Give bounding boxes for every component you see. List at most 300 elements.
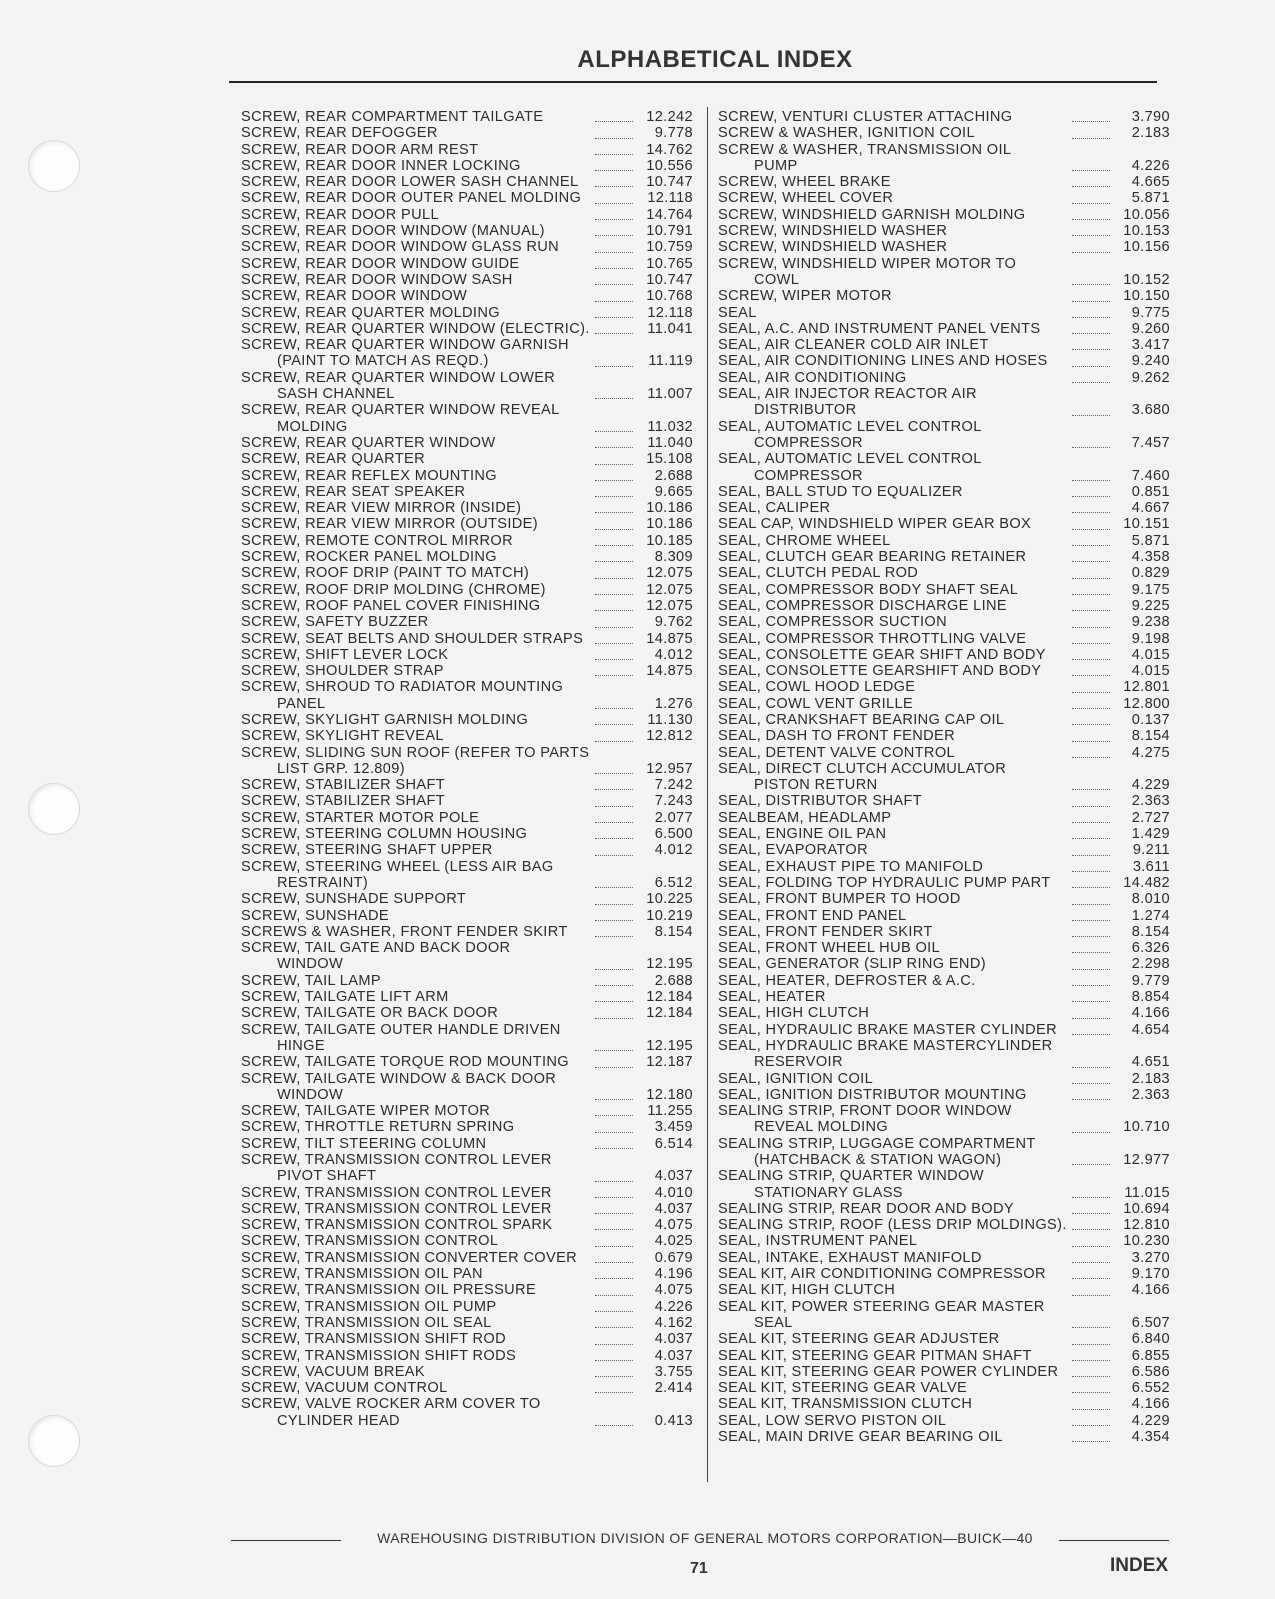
entry-label-line: SCREW, REAR QUARTER WINDOW [241, 434, 496, 451]
entry-label [718, 1168, 1068, 1201]
entry-label-line: SEAL, HEATER, DEFROSTER & A.C. [718, 972, 976, 989]
entry-label [718, 142, 1068, 175]
entry-label [718, 565, 1068, 581]
entry-page-ref: 12.180 [646, 1086, 693, 1103]
entry-label-line: SEAL, AIR INJECTOR REACTOR AIR [718, 386, 977, 403]
index-entry [718, 1103, 1170, 1136]
entry-label-line: SEALING STRIP, QUARTER WINDOW [718, 1168, 984, 1185]
entry-label-line: SCREW, TAILGATE OR BACK DOOR [241, 1005, 499, 1022]
entry-label-line: SCREW, TAILGATE TORQUE ROD MOUNTING [241, 1054, 569, 1071]
dot-leader [1072, 365, 1110, 367]
entry-page-ref: 8.154 [1131, 728, 1170, 745]
entry-page-ref: 3.680 [1131, 402, 1170, 419]
dot-leader [1072, 1017, 1110, 1019]
entry-label [718, 1348, 1068, 1364]
entry-label-line: SCREW, REAR DOOR WINDOW GUIDE [241, 255, 520, 272]
entry-page-ref: 4.166 [1131, 1005, 1170, 1022]
entry-label-line: SCREW, REAR QUARTER WINDOW GARNISH [241, 337, 569, 354]
dot-leader [595, 1277, 633, 1279]
entry-label [241, 679, 591, 712]
entry-label-line: SCREW, REAR QUARTER WINDOW (ELECTRIC). [241, 320, 590, 337]
entry-label-line: SCREW & WASHER, IGNITION COIL [718, 125, 975, 142]
entry-page-ref: 11.007 [647, 386, 693, 403]
entry-label [718, 973, 1068, 989]
entry-label-line: SCREW, REAR DOOR WINDOW [241, 288, 468, 305]
entry-label [718, 598, 1068, 614]
dot-leader [1072, 1163, 1110, 1165]
entry-page-ref: 6.326 [1131, 940, 1170, 957]
entry-label-line: SCREW, REAR DOOR PULL [241, 206, 439, 223]
dot-leader [1072, 821, 1110, 823]
dot-leader [595, 560, 633, 562]
entry-page-ref: 4.229 [1131, 777, 1170, 794]
dot-leader [595, 479, 633, 481]
entry-page-ref: 12.187 [646, 1054, 693, 1071]
entry-label [241, 239, 591, 255]
entry-label-line: PIVOT SHAFT [277, 1168, 377, 1185]
entry-label-line: SEAL KIT, STEERING GEAR POWER CYLINDER [718, 1363, 1059, 1380]
dot-leader [1072, 185, 1110, 187]
entry-label-line: SEAL KIT, HIGH CLUTCH [718, 1282, 896, 1299]
entry-label-line: SEAL, A.C. AND INSTRUMENT PANEL VENTS [718, 320, 1041, 337]
entry-label [718, 516, 1068, 532]
entry-page-ref: 4.037 [654, 1331, 693, 1348]
index-entry [241, 272, 693, 288]
entry-label-line: SCREW, TAIL GATE AND BACK DOOR [241, 940, 511, 957]
entry-label-line: SEAL, IGNITION DISTRIBUTOR MOUNTING [718, 1086, 1027, 1103]
entry-page-ref: 12.118 [647, 190, 693, 207]
entry-label-line: SEALING STRIP, LUGGAGE COMPARTMENT [718, 1135, 1036, 1152]
entry-label-line: DISTRIBUTOR [754, 402, 857, 419]
dot-leader [595, 1049, 633, 1051]
index-entry [241, 337, 693, 370]
index-entry [241, 533, 693, 549]
entry-label-line: SCREW, STEERING SHAFT UPPER [241, 842, 493, 859]
entry-label [241, 1071, 591, 1104]
entry-label-line: SEAL KIT, AIR CONDITIONING COMPRESSOR [718, 1266, 1046, 1283]
entry-label-line: SEAL, DIRECT CLUTCH ACCUMULATOR [718, 760, 1007, 777]
dot-leader [1072, 658, 1110, 660]
entry-label [241, 1233, 591, 1249]
index-entry [241, 842, 693, 858]
dot-leader [1072, 1000, 1110, 1002]
dot-leader [1072, 1424, 1110, 1426]
index-entry [718, 1266, 1170, 1282]
index-entry [718, 484, 1170, 500]
dot-leader [595, 267, 633, 269]
index-entry [241, 891, 693, 907]
entry-label [718, 631, 1068, 647]
dot-leader [595, 1294, 633, 1296]
entry-label [241, 614, 591, 630]
entry-label-line: RESTRAINT) [277, 874, 369, 891]
index-entry [241, 679, 693, 712]
dot-leader [1072, 951, 1110, 953]
entry-label-line: SEAL, EVAPORATOR [718, 842, 868, 859]
entry-label [241, 370, 591, 403]
entry-page-ref: 2.688 [654, 972, 693, 989]
entry-page-ref: 4.162 [654, 1314, 693, 1331]
dot-leader [595, 1000, 633, 1002]
entry-label [241, 337, 591, 370]
index-entry [241, 1071, 693, 1104]
dot-leader [595, 1017, 633, 1019]
entry-label [718, 109, 1068, 125]
dot-leader [1072, 169, 1110, 171]
dot-leader [595, 528, 633, 530]
dot-leader [595, 935, 633, 937]
dot-leader [595, 1212, 633, 1214]
entry-label [241, 1217, 591, 1233]
dot-leader [1072, 1033, 1110, 1035]
entry-label [241, 451, 591, 467]
entry-label [241, 1315, 591, 1331]
entry-label-line: SEAL, FOLDING TOP HYDRAULIC PUMP PART [718, 874, 1051, 891]
entry-label-line: MOLDING [277, 418, 348, 435]
dot-leader [1072, 740, 1110, 742]
entry-page-ref: 4.025 [654, 1233, 693, 1250]
index-entry [718, 1071, 1170, 1087]
dot-leader [595, 446, 633, 448]
entry-page-ref: 4.037 [654, 1200, 693, 1217]
index-entry [241, 1380, 693, 1396]
entry-page-ref: 9.260 [1131, 320, 1170, 337]
entry-label [241, 940, 591, 973]
entry-label [241, 647, 591, 663]
index-entry [241, 1005, 693, 1021]
entry-label-line: SEAL, BALL STUD TO EQUALIZER [718, 483, 963, 500]
entry-page-ref: 1.274 [1131, 907, 1170, 924]
entry-page-ref: 4.667 [1131, 500, 1170, 517]
entry-label [718, 761, 1068, 794]
index-entry [241, 712, 693, 728]
dot-leader [595, 1326, 633, 1328]
entry-label [718, 1282, 1068, 1298]
entry-page-ref: 3.790 [1131, 109, 1170, 125]
dot-leader [1072, 511, 1110, 513]
index-entry [241, 321, 693, 337]
dot-leader [595, 903, 633, 905]
index-entry [718, 826, 1170, 842]
index-entry [718, 810, 1170, 826]
entry-label-line: SCREW, SHOULDER STRAP [241, 663, 444, 680]
entry-label-line: WINDOW [277, 1086, 344, 1103]
entry-label [718, 940, 1068, 956]
entry-label-line: SEALBEAM, HEADLAMP [718, 809, 892, 826]
entry-label [241, 109, 591, 125]
entry-label-line: COWL [754, 271, 800, 288]
entry-label [241, 125, 591, 141]
dot-leader [1072, 691, 1110, 693]
entry-page-ref: 4.037 [654, 1168, 693, 1185]
index-entry [718, 647, 1170, 663]
index-entry [718, 370, 1170, 386]
index-entry [241, 109, 693, 125]
dot-leader [595, 1375, 633, 1377]
dot-leader [595, 1424, 633, 1426]
entry-label-line: SCREW, VACUUM BREAK [241, 1363, 425, 1380]
entry-page-ref: 4.196 [654, 1266, 693, 1283]
index-entry [241, 1201, 693, 1217]
entry-label-line: SEALING STRIP, REAR DOOR AND BODY [718, 1200, 1014, 1217]
entry-label-line: SCREW, REAR QUARTER [241, 451, 425, 468]
entry-page-ref: 9.240 [1131, 353, 1170, 370]
index-entry [241, 1315, 693, 1331]
entry-label [718, 223, 1068, 239]
dot-leader [1072, 626, 1110, 628]
entry-page-ref: 4.654 [1131, 1021, 1170, 1038]
entry-label [718, 1299, 1068, 1332]
entry-label-line: SEAL, AUTOMATIC LEVEL CONTROL [718, 418, 982, 435]
entry-page-ref: 15.108 [646, 451, 693, 468]
entry-page-ref: 4.229 [1131, 1412, 1170, 1429]
entry-label-line: SEAL KIT, TRANSMISSION CLUTCH [718, 1396, 973, 1413]
entry-label-line: SCREW, STARTER MOTOR POLE [241, 809, 480, 826]
entry-label [241, 1348, 591, 1364]
index-entry [718, 614, 1170, 630]
entry-label-line: SEAL, COMPRESSOR THROTTLING VALVE [718, 630, 1027, 647]
entry-label-line: SCREW, REAR VIEW MIRROR (INSIDE) [241, 500, 522, 517]
entry-label-line: SCREW, WHEEL BRAKE [718, 174, 891, 191]
index-entry [718, 1282, 1170, 1298]
dot-leader [595, 1147, 633, 1149]
dot-leader [595, 251, 633, 253]
dot-leader [595, 283, 633, 285]
dot-leader [1072, 837, 1110, 839]
entry-label [241, 1119, 591, 1135]
index-entry [718, 908, 1170, 924]
entry-page-ref: 12.242 [646, 109, 693, 125]
entry-label [241, 435, 591, 451]
entry-label-line: SCREW, SHIFT LEVER LOCK [241, 646, 449, 663]
entry-label-line: SEAL, FRONT WHEEL HUB OIL [718, 940, 941, 957]
index-entry [718, 1217, 1170, 1233]
index-entry [718, 973, 1170, 989]
index-entry [241, 1396, 693, 1429]
entry-label [718, 614, 1068, 630]
entry-page-ref: 10.186 [646, 516, 693, 533]
entry-label-line: SEAL, CHROME WHEEL [718, 532, 891, 549]
entry-label [718, 793, 1068, 809]
entry-label-line: SCREW, TRANSMISSION CONTROL LEVER [241, 1184, 552, 1201]
dot-leader [1072, 1375, 1110, 1377]
entry-page-ref: 6.552 [1131, 1380, 1170, 1397]
entry-label [241, 158, 591, 174]
entry-label-line: SCREW, TRANSMISSION SHIFT ROD [241, 1331, 507, 1348]
dot-leader [595, 1343, 633, 1345]
index-entry [241, 549, 693, 565]
entry-label [718, 1217, 1068, 1233]
entry-label-line: SCREW, TRANSMISSION CONTROL SPARK [241, 1217, 553, 1234]
entry-label [718, 1380, 1068, 1396]
entry-label-line: SEAL, DETENT VALVE CONTROL [718, 744, 955, 761]
dot-leader [595, 365, 633, 367]
entry-page-ref: 4.012 [654, 646, 693, 663]
dot-leader [595, 821, 633, 823]
entry-label-line: SEAL KIT, STEERING GEAR VALVE [718, 1380, 968, 1397]
index-entry [718, 337, 1170, 353]
entry-label-line: SEAL, HYDRAULIC BRAKE MASTERCYLINDER [718, 1037, 1053, 1054]
entry-label [718, 859, 1068, 875]
entry-page-ref: 4.226 [1131, 157, 1170, 174]
index-entry [241, 810, 693, 826]
entry-page-ref: 12.184 [646, 989, 693, 1006]
dot-leader [595, 120, 633, 122]
entry-label [241, 859, 591, 892]
entry-label-line: SCREW, REAR DOOR INNER LOCKING [241, 157, 521, 174]
dot-leader [595, 316, 633, 318]
index-entry [718, 696, 1170, 712]
index-entry [241, 402, 693, 435]
entry-label [241, 631, 591, 647]
entry-label-line: SCREW, WINDSHIELD WIPER MOTOR TO [718, 255, 1017, 272]
entry-page-ref: 4.358 [1131, 549, 1170, 566]
entry-label [718, 125, 1068, 141]
entry-label-line: SCREW, TAILGATE OUTER HANDLE DRIVEN [241, 1021, 561, 1038]
index-entry [718, 125, 1170, 141]
entry-label-line: SEAL, COWL HOOD LEDGE [718, 679, 916, 696]
entry-label-line: SCREW, TAIL LAMP [241, 972, 381, 989]
dot-leader [1072, 300, 1110, 302]
entry-page-ref: 9.779 [1131, 972, 1170, 989]
entry-page-ref: 10.710 [1123, 1119, 1170, 1136]
entry-label-line: SEAL, INTAKE, EXHAUST MANIFOLD [718, 1249, 982, 1266]
index-entry [241, 484, 693, 500]
entry-page-ref: 12.118 [647, 304, 693, 321]
entry-page-ref: 10.747 [646, 271, 693, 288]
entry-label-line: SCREW, SLIDING SUN ROOF (REFER TO PARTS [241, 744, 590, 761]
entry-label [241, 891, 591, 907]
entry-page-ref: 6.586 [1131, 1363, 1170, 1380]
entry-page-ref: 9.175 [1131, 581, 1170, 598]
dot-leader [595, 577, 633, 579]
index-entry [718, 891, 1170, 907]
entry-label [241, 810, 591, 826]
entry-page-ref: 2.727 [1131, 809, 1170, 826]
entry-page-ref: 10.759 [646, 239, 693, 256]
entry-label-line: SEAL, IGNITION COIL [718, 1070, 874, 1087]
entry-label-line: STATIONARY GLASS [754, 1184, 903, 1201]
dot-leader [595, 658, 633, 660]
entry-page-ref: 9.762 [654, 614, 693, 631]
entry-label-line: LIST GRP. 12.809) [277, 760, 405, 777]
entry-page-ref: 11.032 [647, 418, 693, 435]
entry-label [241, 1364, 591, 1380]
entry-label [718, 891, 1068, 907]
entry-label-line: HINGE [277, 1037, 325, 1054]
entry-label [241, 1185, 591, 1201]
entry-page-ref: 12.977 [1123, 1152, 1170, 1168]
entry-page-ref: 3.270 [1131, 1249, 1170, 1266]
index-entry [718, 1233, 1170, 1249]
entry-label [718, 533, 1068, 549]
entry-label-line: SCREW, SAFETY BUZZER [241, 614, 429, 631]
dot-leader [1072, 1326, 1110, 1328]
dot-leader [595, 397, 633, 399]
entry-page-ref: 12.075 [646, 581, 693, 598]
index-entry [718, 533, 1170, 549]
entry-page-ref: 2.077 [654, 809, 693, 826]
entry-page-ref: 9.225 [1131, 597, 1170, 614]
entry-page-ref: 4.166 [1131, 1282, 1170, 1299]
index-entry [718, 1022, 1170, 1038]
entry-label-line: SCREW, VENTURI CLUSTER ATTACHING [718, 109, 1013, 125]
entry-label-line: SEAL, ENGINE OIL PAN [718, 826, 887, 843]
binder-hole-bottom [28, 1415, 80, 1467]
entry-label-line: SEAL, HYDRAULIC BRAKE MASTER CYLINDER [718, 1021, 1057, 1038]
entry-label-line: SEAL, COMPRESSOR SUCTION [718, 614, 947, 631]
entry-page-ref: 10.768 [646, 288, 693, 305]
index-entry [718, 1299, 1170, 1332]
entry-label-line: SEAL, DISTRIBUTOR SHAFT [718, 793, 923, 810]
entry-label-line: SCREW, REAR DOOR WINDOW SASH [241, 271, 513, 288]
index-entry [241, 1364, 693, 1380]
entry-page-ref: 2.298 [1131, 956, 1170, 973]
index-entry [241, 1266, 693, 1282]
entry-label [718, 908, 1068, 924]
dot-leader [595, 463, 633, 465]
entry-label-line: SCREW, TRANSMISSION OIL PRESSURE [241, 1282, 537, 1299]
entry-page-ref: 12.810 [1123, 1217, 1170, 1234]
index-entry [718, 924, 1170, 940]
dot-leader [595, 854, 633, 856]
entry-label-line: SEAL, INSTRUMENT PANEL [718, 1233, 918, 1250]
entry-label-line: SCREW, WINDSHIELD GARNISH MOLDING [718, 206, 1026, 223]
entry-label [718, 190, 1068, 206]
index-column-left [241, 109, 693, 1429]
dot-leader [1072, 283, 1110, 285]
index-entry [718, 940, 1170, 956]
dot-leader [1072, 1212, 1110, 1214]
index-entry [718, 956, 1170, 972]
entry-page-ref: 2.183 [1131, 1070, 1170, 1087]
entry-label [241, 288, 591, 304]
index-entry [718, 859, 1170, 875]
entry-label-line: SCREW, STABILIZER SHAFT [241, 793, 446, 810]
index-entry [241, 1233, 693, 1249]
dot-leader [1072, 1066, 1110, 1068]
entry-label [241, 1103, 591, 1119]
entry-label [241, 207, 591, 223]
entry-label-line: SCREW, VACUUM CONTROL [241, 1380, 448, 1397]
index-entry [241, 174, 693, 190]
index-entry [718, 1380, 1170, 1396]
entry-label-line: SEAL, AIR CONDITIONING LINES AND HOSES [718, 353, 1048, 370]
entry-label-line: COMPRESSOR [754, 434, 863, 451]
entry-label [241, 565, 591, 581]
index-entry [241, 1119, 693, 1135]
entry-label-line: SEAL, CONSOLETTE GEAR SHIFT AND BODY [718, 646, 1046, 663]
index-entry [241, 1250, 693, 1266]
entry-page-ref: 4.651 [1131, 1054, 1170, 1071]
dot-leader [1072, 1294, 1110, 1296]
index-entry [241, 1152, 693, 1185]
entry-label-line: SCREW, TRANSMISSION OIL PUMP [241, 1298, 497, 1315]
index-entry [718, 1005, 1170, 1021]
entry-label [241, 908, 591, 924]
entry-label-line: COMPRESSOR [754, 467, 863, 484]
entry-label [241, 1201, 591, 1217]
index-entry [718, 842, 1170, 858]
entry-label-line: SCREW, REMOTE CONTROL MIRROR [241, 532, 513, 549]
entry-label-line: RESERVOIR [754, 1054, 843, 1071]
index-entry [241, 435, 693, 451]
entry-label [718, 500, 1068, 516]
entry-label-line: SCREW, STEERING WHEEL (LESS AIR BAG [241, 858, 554, 875]
entry-page-ref: 9.198 [1131, 630, 1170, 647]
dot-leader [1072, 414, 1110, 416]
index-entry [718, 761, 1170, 794]
